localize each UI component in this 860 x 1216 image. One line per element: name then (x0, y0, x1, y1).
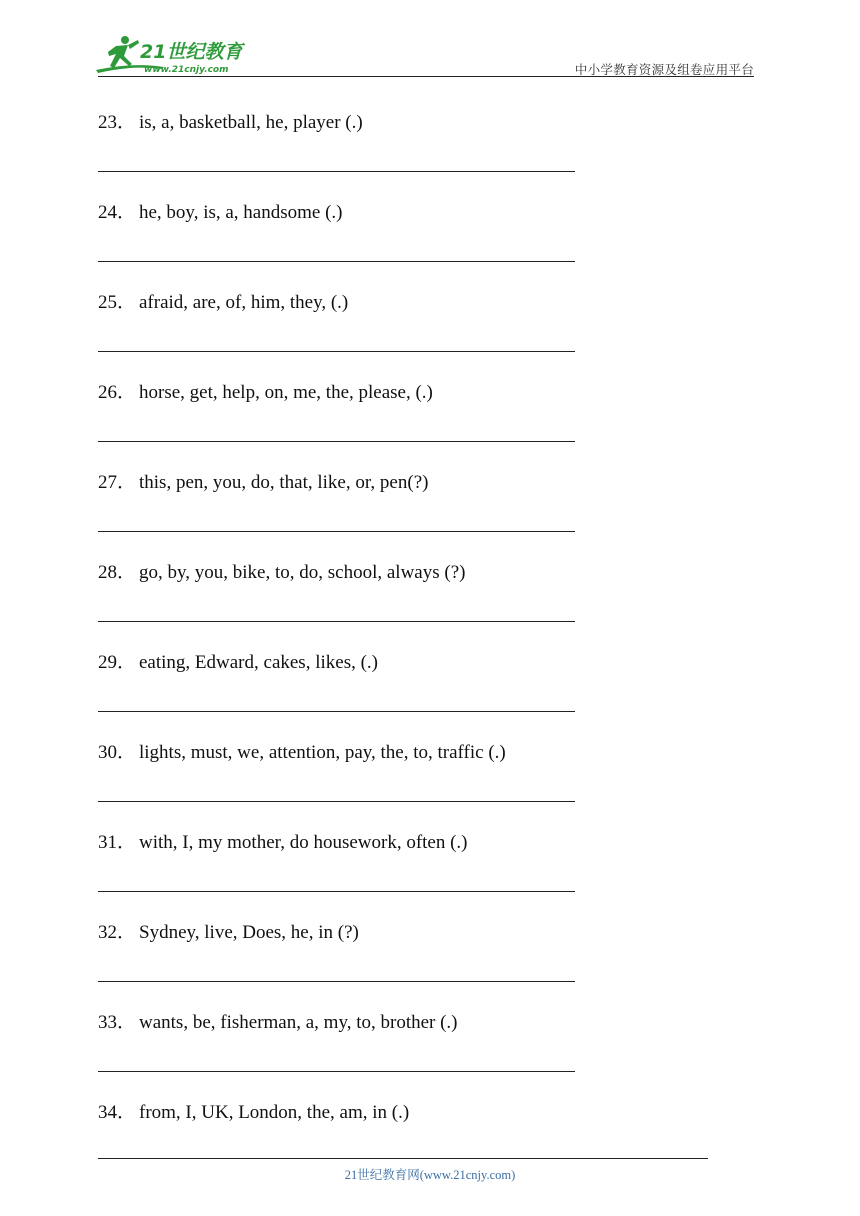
answer-line[interactable] (98, 261, 575, 262)
footer-caption: 21世纪教育网(www.21cnjy.com) (344, 1168, 516, 1182)
question-words: horse, get, help, on, me, the, please, (.) (139, 382, 433, 403)
answer-line[interactable] (98, 441, 575, 442)
question-words: lights, must, we, attention, pay, the, to, traffic (.) (139, 742, 506, 763)
question-item (98, 651, 698, 741)
answer-line[interactable] (98, 711, 575, 712)
question-number: 23． (98, 112, 137, 133)
question-number: 28． (98, 562, 137, 583)
question-number: 27． (98, 472, 137, 493)
question-number: 33． (98, 1012, 137, 1033)
question-words: with, I, my mother, do housework, often (.) (139, 832, 468, 853)
question-item (98, 1101, 698, 1141)
header-divider (98, 76, 754, 77)
question-number: 25． (98, 292, 137, 313)
question-item (98, 921, 698, 1011)
question-item (98, 741, 698, 831)
page-header (0, 0, 860, 80)
question-number: 30． (98, 742, 137, 763)
answer-line[interactable] (98, 351, 575, 352)
question-words: he, boy, is, a, handsome (.) (139, 202, 343, 223)
answer-line[interactable] (98, 981, 575, 982)
question-words: eating, Edward, cakes, likes, (.) (139, 652, 378, 673)
logo (94, 34, 259, 76)
logo-url: www.21cnjy.com (144, 65, 229, 75)
answer-line[interactable] (98, 1071, 575, 1072)
question-words: wants, be, fisherman, a, my, to, brother (.) (139, 1012, 458, 1033)
question-number: 26． (98, 382, 137, 403)
answer-line[interactable] (98, 891, 575, 892)
question-number: 34． (98, 1102, 137, 1123)
question-words: Sydney, live, Does, he, in (?) (139, 922, 359, 943)
answer-line[interactable] (98, 801, 575, 802)
question-item (98, 381, 698, 471)
logo-wordmark: 21世纪教育 (140, 41, 243, 63)
footer-divider (98, 1158, 708, 1159)
question-words: from, I, UK, London, the, am, in (.) (139, 1102, 410, 1123)
question-number: 24． (98, 202, 137, 223)
answer-line[interactable] (98, 531, 575, 532)
question-words: go, by, you, bike, to, do, school, always (?) (139, 562, 466, 583)
question-item (98, 1011, 698, 1101)
answer-line[interactable] (98, 621, 575, 622)
question-item (98, 471, 698, 561)
question-words: this, pen, you, do, that, like, or, pen(?) (139, 472, 429, 493)
question-number: 31． (98, 832, 137, 853)
question-item (98, 291, 698, 381)
question-number: 32． (98, 922, 137, 943)
question-number: 29． (98, 652, 137, 673)
question-item (98, 111, 698, 201)
question-item (98, 561, 698, 651)
question-item (98, 201, 698, 291)
answer-line[interactable] (98, 171, 575, 172)
platform-caption: 中小学教育资源及组卷应用平台 (574, 62, 754, 77)
runner-logo-icon (94, 34, 259, 76)
question-words: is, a, basketball, he, player (.) (139, 112, 363, 133)
question-words: afraid, are, of, him, they, (.) (139, 292, 349, 313)
question-item (98, 831, 698, 921)
